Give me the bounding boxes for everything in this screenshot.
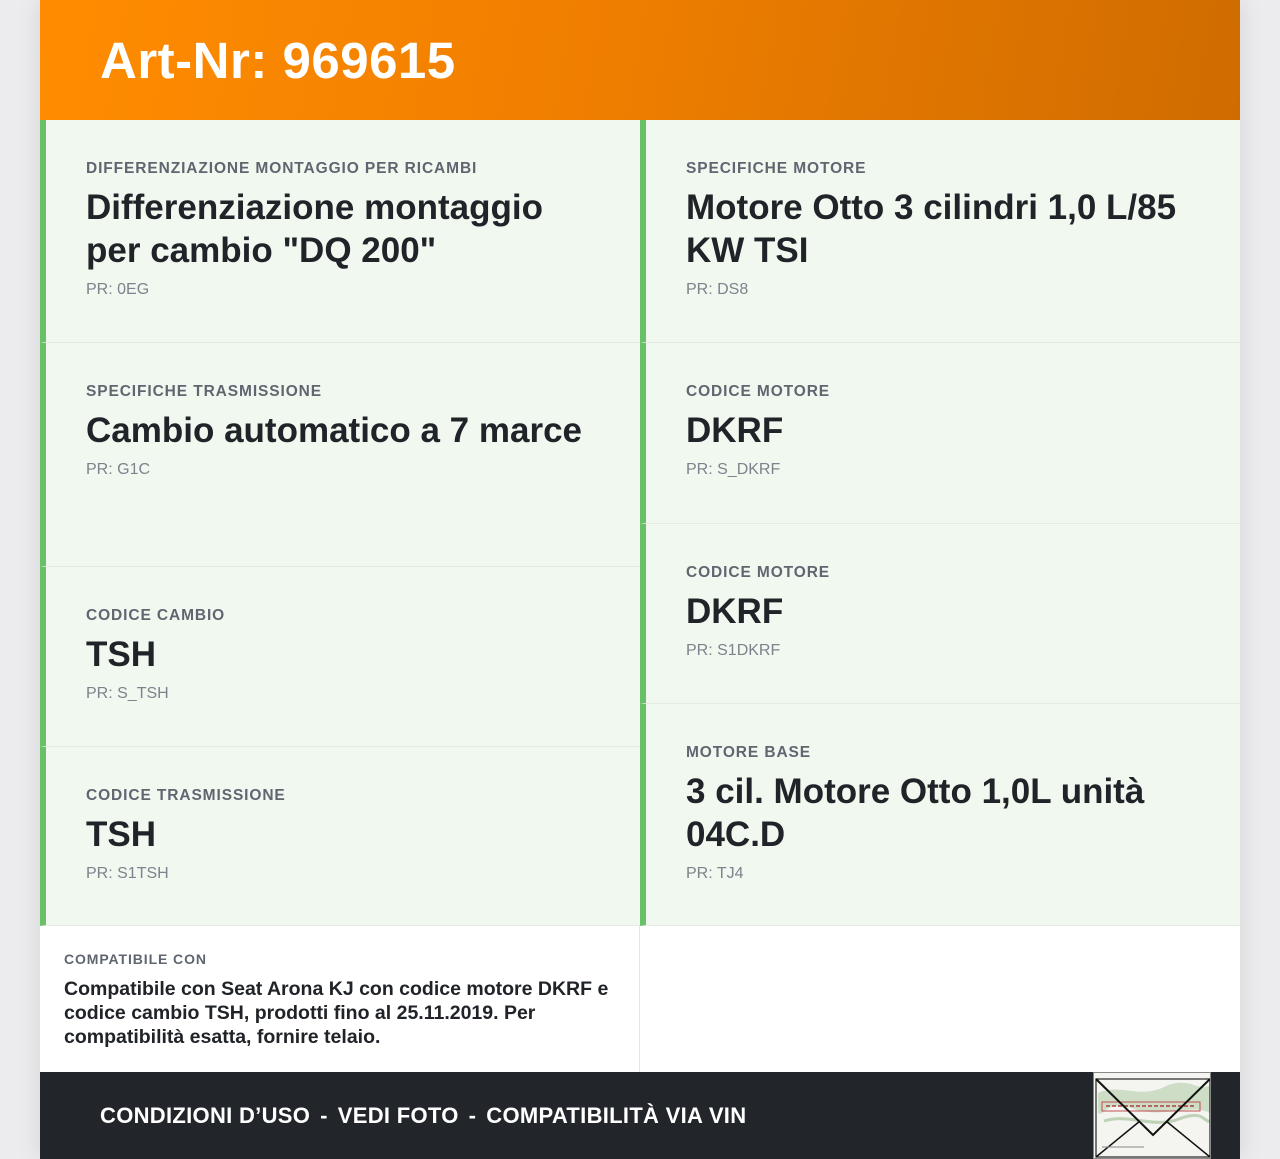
photo-link[interactable]: VEDI FOTO: [337, 1102, 459, 1128]
spec-cell-assembly-differentiation: [40, 120, 640, 343]
spec-value: TSH: [86, 815, 156, 854]
spec-label: SPECIFICHE TRASMISSIONE: [86, 383, 323, 400]
header: [40, 0, 1240, 120]
spec-cell-base-engine: [640, 704, 1240, 926]
spec-label: MOTORE BASE: [686, 744, 812, 761]
spec-pr-code: PR: S1TSH: [86, 865, 169, 882]
compatibility-box: [40, 926, 640, 1072]
compatibility-text: Compatibile con Seat Arona KJ con codice motore DKRF e codice cambio TSH, prodotti fino al 25.11.2019. Per compatibilità esatta, fornire telaio.: [64, 978, 609, 1048]
link-separator: -: [468, 1102, 477, 1128]
spec-label: CODICE MOTORE: [686, 564, 831, 581]
right-spec-column: [640, 120, 1240, 926]
spec-pr-code: PR: G1C: [86, 461, 151, 478]
vin-compatibility-link[interactable]: COMPATIBILITÀ VIA VIN: [486, 1102, 747, 1128]
spec-label: CODICE MOTORE: [686, 383, 831, 400]
terms-link[interactable]: CONDIZIONI D’USO: [100, 1102, 311, 1128]
spec-value: 3 cil. Motore Otto 1,0L unità 04C.D: [686, 772, 1145, 854]
spec-cell-engine-specs: [640, 120, 1240, 343]
spec-label: DIFFERENZIAZIONE MONTAGGIO PER RICAMBI: [86, 160, 478, 177]
spec-value: Differenziazione montaggio per cambio "DQ 200": [86, 188, 543, 270]
spec-value: DKRF: [686, 411, 784, 450]
compatibility-row: [40, 926, 1240, 1072]
product-card: [40, 0, 1240, 1159]
spec-pr-code: PR: S1DKRF: [686, 642, 781, 659]
spec-cell-gearbox-code: [40, 567, 640, 747]
spec-cell-transmission-specs: [40, 343, 640, 567]
spec-pr-code: PR: S_TSH: [86, 685, 169, 702]
spec-pr-code: PR: S_DKRF: [686, 461, 781, 478]
link-separator: -: [320, 1102, 328, 1128]
envelope-thumbnail[interactable]: [1093, 1072, 1211, 1159]
spec-cell-engine-code: [640, 343, 1240, 524]
spec-label: SPECIFICHE MOTORE: [686, 160, 867, 177]
spec-label: CODICE CAMBIO: [86, 607, 226, 624]
footer: [40, 1072, 1240, 1159]
left-spec-column: [40, 120, 640, 926]
spec-cell-engine-code-2: [640, 524, 1240, 704]
spec-value: DKRF: [686, 592, 784, 631]
spec-pr-code: PR: DS8: [686, 281, 749, 298]
article-number-title: Art-Nr: 969615: [100, 31, 456, 89]
spec-pr-code: PR: TJ4: [686, 865, 744, 882]
spec-label: CODICE TRASMISSIONE: [86, 787, 286, 804]
spec-grid: [40, 120, 1240, 926]
spec-value: Motore Otto 3 cilindri 1,0 L/85 KW TSI: [686, 188, 1177, 270]
spec-value: Cambio automatico a 7 marce: [86, 411, 582, 450]
spec-pr-code: PR: 0EG: [86, 281, 150, 298]
compatibility-label: COMPATIBILE CON: [64, 951, 207, 967]
spec-value: TSH: [86, 635, 156, 674]
empty-cell: [640, 926, 1240, 1072]
spec-cell-transmission-code: [40, 747, 640, 926]
envelope-icon: [1094, 1073, 1211, 1159]
footer-links: [100, 1103, 746, 1129]
